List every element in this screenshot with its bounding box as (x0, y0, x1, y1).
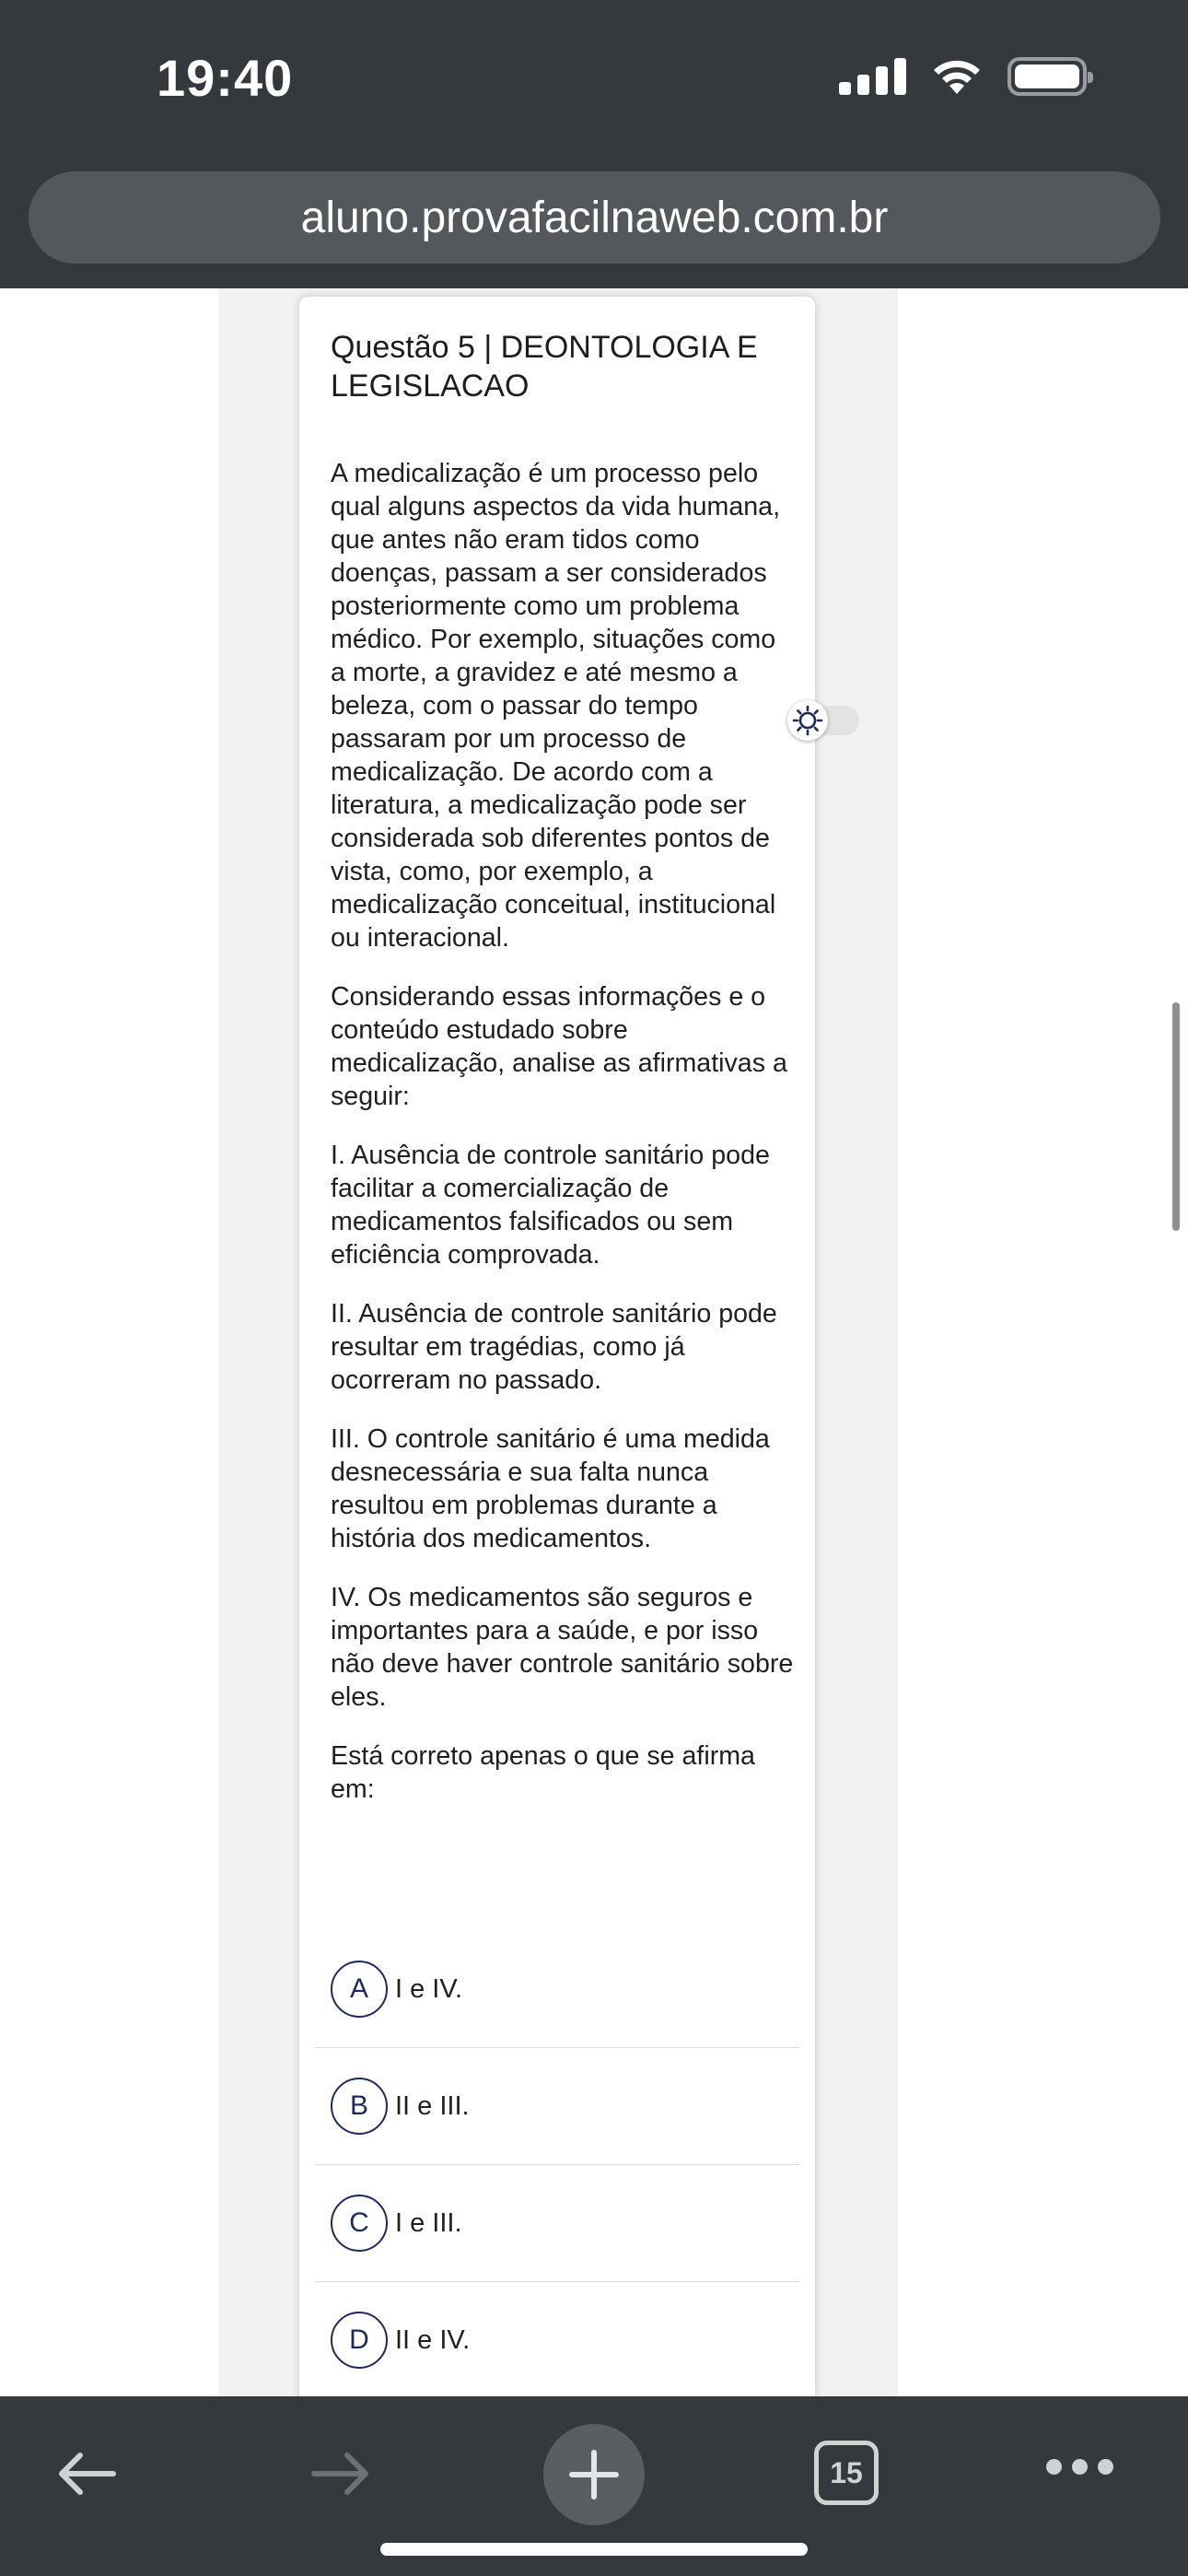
statement-i: I. Ausência de controle sanitário pode facilitar a comercialização de medicamentos falsificados ou sem eficiência comprovada. (331, 1141, 770, 1270)
url-text: aluno.provafacilnaweb.com.br (300, 193, 889, 242)
statement-iii: III. O controle sanitário é uma medida desnecessária e sua falta nunca resultou em problemas durante a história dos medicamentos. (331, 1424, 770, 1553)
tab-count: 15 (830, 2455, 863, 2489)
option-letter-badge: C (331, 2195, 388, 2252)
home-indicator (380, 2543, 808, 2556)
option-c[interactable] (315, 2165, 799, 2282)
question-prompt: Está correto apenas o que se afirma em: (331, 1741, 755, 1804)
option-letter-badge: B (331, 2078, 388, 2135)
back-button[interactable] (41, 2437, 133, 2511)
statement-ii: II. Ausência de controle sanitário pode resultar em tragédias, como já ocorreram no passado. (331, 1299, 777, 1395)
wifi-icon (930, 57, 984, 96)
option-text: I e III. (395, 2207, 462, 2238)
status-time: 19:40 (157, 49, 294, 107)
option-d[interactable] (315, 2282, 799, 2399)
address-bar[interactable] (29, 171, 1160, 263)
theme-toggle[interactable] (787, 700, 879, 741)
forward-button[interactable] (295, 2437, 387, 2511)
more-dots-icon (1046, 2459, 1062, 2475)
question-paragraph: Considerando essas informações e o conteúdo estudado sobre medicalização, analise as afirmativas a seguir: (331, 982, 787, 1111)
option-text: I e IV. (395, 1973, 463, 2004)
plus-icon (568, 2449, 620, 2500)
battery-icon (1007, 57, 1087, 96)
arrow-left-icon (54, 2451, 119, 2497)
scroll-indicator[interactable] (1172, 1002, 1180, 1231)
statement-iv: IV. Os medicamentos são seguros e importantes para a saúde, e por isso não deve haver controle sanitário sobre eles. (331, 1583, 794, 1712)
option-text: II e IV. (395, 2324, 471, 2355)
option-text: II e III. (395, 2090, 470, 2121)
cellular-signal-icon (839, 58, 906, 95)
more-button[interactable] (1046, 2459, 1113, 2475)
status-icons (839, 57, 1087, 96)
option-letter-badge: D (331, 2312, 388, 2369)
sun-icon (792, 705, 823, 736)
new-tab-button[interactable] (543, 2424, 645, 2525)
answer-options (315, 1931, 799, 2399)
arrow-right-icon (309, 2451, 373, 2497)
option-letter-badge: A (331, 1961, 388, 2018)
browser-top-chrome (0, 0, 1188, 288)
tabs-button[interactable] (814, 2441, 879, 2505)
option-a[interactable] (315, 1931, 799, 2048)
question-body (331, 457, 796, 1832)
question-title: Questão 5 | DEONTOLOGIA E LEGISLACAO (331, 330, 758, 404)
option-b[interactable] (315, 2048, 799, 2165)
question-paragraph: A medicalização é um processo pelo qual alguns aspectos da vida humana, que antes não eram tidos como doenças, passam a ser considerados posteriormente como um problema médico. Por exemplo, situações como a morte, a gravidez e até mesmo a beleza, com o passar do tempo passaram por um processo de medicalização. De acordo com a literatura, a medicalização pode ser considerada sob diferentes pontos de vista, como, por exemplo, a medicalização conceitual, institucional ou interacional. (331, 459, 781, 953)
question-card (299, 297, 815, 2406)
